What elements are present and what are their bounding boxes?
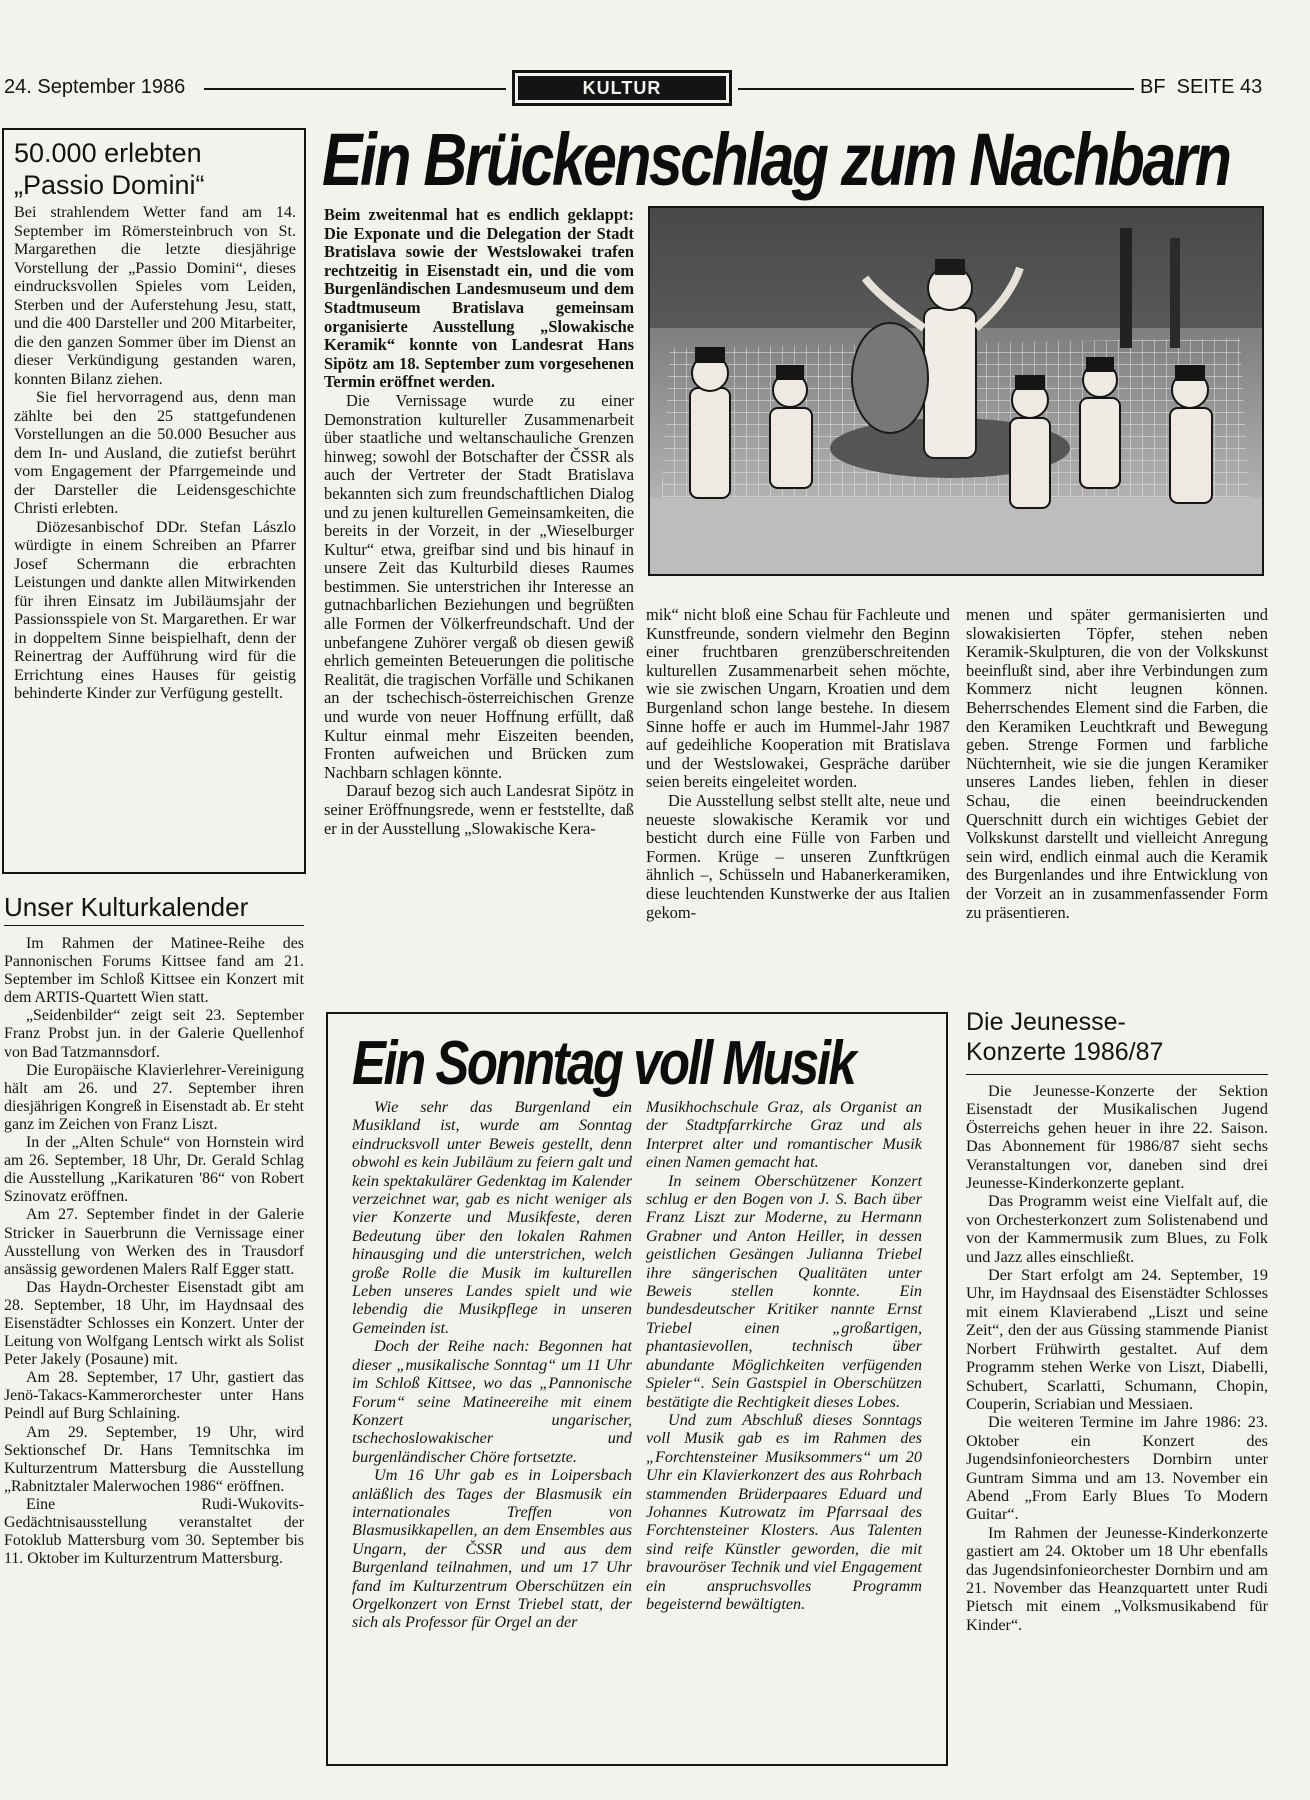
jeunesse-body bbox=[966, 1082, 1268, 1634]
sonntag-paragraph: Um 16 Uhr gab es in Loipersbach anläßlich des Tages der Blasmusik ein internationales Treffen von Blasmusikkapellen, an dem Ensembles aus Ungarn, der ČSSR und aus dem Burgenland teilnahmen, und um 17 Uhr fand im Kulturzentrum Oberschützen ein Orgelkonzert von Ernst Triebel statt, der sich als Professor für Orgel an der bbox=[352, 1466, 632, 1632]
passio-paragraph: Diözesanbischof DDr. Stefan Lászlo würdigte in einem Schreiben an Pfarrer Josef Schermann die erbrachten Leistungen und dankte allen Mitwirkenden für ihren Einsatz im Jubiläumsjahr der Passionsspiele von St. Margarethen. Er war in doppeltem Sinne beispielhaft, denn der Reinertrag der Aufführung wird für die Errichtung eines Hauses für geistig behinderte Kinder zur Verfügung gestellt. bbox=[14, 517, 296, 702]
bruecke-paragraph: mik“ nicht bloß eine Schau für Fachleute und Kunstfreunde, sondern vielmehr den Beginn einer fruchtbaren grenzüberschreitenden kulturellen Zusammenarbeit sehen möchte, wie sie zwischen Ungarn, Kroatien und dem Burgenland schon lange bestehe. In diesem Sinne hoffe er auch im Hummel-Jahr 1987 auf gedeihliche Kooperation mit Bratislava und der Westslowakei, Gespräche darüber seien bereits eingeleitet worden. bbox=[646, 605, 950, 792]
sonntag-column-2 bbox=[646, 1098, 922, 1613]
ceramic-figures-illustration bbox=[650, 208, 1262, 574]
jeunesse-title-rule bbox=[966, 1074, 1268, 1075]
header-rule-left bbox=[204, 88, 506, 90]
kalender-entry: Das Haydn-Orchester Eisenstadt gibt am 28. September, 18 Uhr, im Haydnsaal des Eisenstädter Schlosses ein Konzert. Unter der Leitung von Wolfgang Lentsch wirkt als Solist Peter Jakely (Posaune) mit. bbox=[4, 1278, 304, 1369]
passio-title-line-1: 50.000 erlebten bbox=[14, 138, 202, 168]
bruecke-column-2 bbox=[646, 606, 950, 922]
bruecke-headline: Ein Brückenschlag zum Nachbarn bbox=[322, 118, 1230, 201]
section-label-box bbox=[512, 70, 732, 106]
sonntag-paragraph: Und zum Abschluß dieses Sonntags voll Musik gab es im Rahmen des „Forchtensteiner Musiksommers“ um 20 Uhr ein Klavierkonzert des aus Rohrbach stammenden Brüderpaares Eduard und Johannes Kutrowatz im Pfarrsaal des Forchtensteiner Klosters. Aus Talenten sind reife Künstler geworden, die mit bravouröser Technik und viel Engagement ein anspruchsvolles Programm begeisternd bewältigten. bbox=[646, 1410, 922, 1613]
kalender-entry: Am 28. September, 17 Uhr, gastiert das Jenö-Takacs-Kammerorchester unter Hans Peindl auf Burg Schlaining. bbox=[4, 1369, 304, 1423]
kalender-body bbox=[4, 935, 304, 1568]
passio-body bbox=[14, 203, 296, 703]
passio-title-line-2: „Passio Domini“ bbox=[14, 169, 205, 200]
sonntag-headline: Ein Sonntag voll Musik bbox=[352, 1029, 855, 1098]
jeunesse-paragraph: Die Jeunesse-Konzerte der Sektion Eisenstadt der Musikalischen Jugend Österreichs gehen heuer in ihre 22. Saison. Das Abonnement für 1986/87 sieht sechs Veranstaltungen vor, daneben sind drei Jeunesse-Kinderkonzerte geplant. bbox=[966, 1082, 1268, 1193]
bruecke-column-1 bbox=[324, 206, 634, 838]
kalender-title: Unser Kulturkalender bbox=[4, 892, 249, 922]
kalender-entry: In der „Alten Schule“ von Hornstein wird am 26. September, 18 Uhr, Dr. Gerald Schlag die Ausstellung „Karikaturen '86“ von Robert Szinovatz eröffnen. bbox=[4, 1134, 304, 1206]
kalender-title-rule bbox=[4, 925, 304, 926]
sonntag-column-1 bbox=[352, 1098, 632, 1632]
header-rule-right bbox=[738, 88, 1134, 90]
ceramic-figures-photo bbox=[648, 206, 1264, 576]
kalender-entry: Am 27. September findet in der Galerie Stricker in Sauerbrunn die Vernissage einer Ausstellung von Werken des in Trausdorf ansässig gewordenen Malers Ralf Egger statt. bbox=[4, 1206, 304, 1278]
jeunesse-paragraph: Der Start erfolgt am 24. September, 19 Uhr, im Haydnsaal des Eisenstädter Schlosses mit einem Klavierabend „Liszt und seine Zeit“, den der aus Güssing stammende Pianist Norbert Frühwirth gestaltet. Auf dem Programm stehen Werke von Liszt, Diabelli, Schubert, Scarlatti, Schumann, Chopin, Couperin, Scriabian und Messiaen. bbox=[966, 1266, 1268, 1413]
bruecke-paragraph: Die Ausstellung selbst stellt alte, neue und neueste slowakische Keramik vor und besticht durch eine Fülle von Farben und Formen. Krüge – unseren Zunftkrügen ähnlich –, Schüsseln und Habanerkeramiken, diese leuchtenden Kunstwerke der aus Italien gekom- bbox=[646, 790, 950, 922]
sonntag-paragraph: Musikhochschule Graz, als Organist an der Stadtpfarrkirche Graz und als Interpret alter und romantischer Musik einen Namen gemacht hat. bbox=[646, 1098, 922, 1172]
jeunesse-paragraph: Im Rahmen der Jeunesse-Kinderkonzerte gastiert am 24. Oktober um 18 Uhr ebenfalls das Jugendsinfonieorchester Dornbirn und am 21. November das Heanzquartett unter Rudi Pietsch mit einem „Volksmusikabend für Kinder“. bbox=[966, 1523, 1268, 1634]
jeunesse-title bbox=[966, 1008, 1266, 1067]
kalender-entry: „Seidenbilder“ zeigt seit 23. September Franz Probst jun. in der Galerie Quellenhof von Bad Tatzmannsdorf. bbox=[4, 1007, 304, 1061]
kalender-entry: Die Europäische Klavierlehrer-Vereinigung hält am 26. und 27. September ihren diesjährigen Kongreß in Eisenstadt ab. Er steht ganz im Zeichen von Franz Liszt. bbox=[4, 1061, 304, 1133]
issue-date: 24. September 1986 bbox=[4, 76, 186, 98]
jeunesse-paragraph: Das Programm weist eine Vielfalt auf, die von Orchesterkonzert zum Solistenabend und von der Kammermusik zum Blues, zu Folk und Jazz alles einschließt. bbox=[966, 1192, 1268, 1266]
sonntag-paragraph: Wie sehr das Burgenland ein Musikland ist, wurde am Sonntag eindrucksvoll unter Beweis gestellt, denn obwohl es kein Jubiläum zu feiern galt und kein spektakulärer Gedenktag im Kalender verzeichnet war, gab es nicht weniger als vier Konzerte und Musikfeste, deren Bedeutung über den lokalen Rahmen hinausging und die unterstrichen, welch große Rolle die Musik im kulturellen Leben unseres Landes spielt und wie lebendig die Musikpflege in unseren Gemeinden ist. bbox=[352, 1098, 632, 1337]
jeunesse-paragraph: Die weiteren Termine im Jahre 1986: 23. Oktober ein Konzert des Jugendsinfonieorchesters Dornbirn unter Guntram Simma und am 13. November ein Abend „From Early Blues To Modern Guitar“. bbox=[966, 1413, 1268, 1524]
bruecke-paragraph: menen und später germanisierten und slowakisierten Töpfer, stehen neben Keramik-Skulpturen, die von der Volkskunst beeinflußt sind, aber ihre Verbindungen zum Kommerz nicht leugnen können. Beherrschendes Element sind die Farben, die den Keramiken Leuchtkraft und Bewegung geben. Strenge Formen und farbliche Nüchternheit, wie sie die jungen Keramiker unseres Landes lieben, fehlen in dieser Schau, die einen beeindruckenden Querschnitt durch ein wichtiges Gebiet der Volkskunst darstellt und vielleicht Anregung sein wird, endlich einmal auch die Keramik des Burgenlandes und ihre Entwicklung von der Vorzeit an in zusammenfassender Form zu präsentieren. bbox=[966, 605, 1268, 922]
kalender-entry: Eine Rudi-Wukovits-Gedächtnisausstellung veranstaltet der Fotoklub Mattersburg vom 30. September bis 11. Oktober im Kulturzentrum Mattersburg. bbox=[4, 1495, 304, 1568]
bruecke-lead: Beim zweitenmal hat es endlich geklappt: Die Exponate und die Delegation der Stadt Bratislava sowie der Westslowakei trafen rechtzeitig in Eisenstadt ein, und die vom Burgenländischen Landesmuseum und dem Stadtmuseum Bratislava gemeinsam organisierte Ausstellung „Slowakische Keramik“ konnte von Landesrat Hans Sipötz am 18. September zum vorgesehenen Termin eröffnet werden. bbox=[324, 205, 634, 392]
passio-paragraph: Sie fiel hervorragend aus, denn man zählte bei den 25 stattgefundenen Vorstellungen an die 50.000 Besucher aus dem In- und Ausland, die zutiefst berührt vom Engagement der Pfarrgemeinde und der Darsteller die Leidensgeschichte Christi erlebten. bbox=[14, 388, 296, 517]
bruecke-column-3 bbox=[966, 606, 1268, 922]
bruecke-paragraph: Die Vernissage wurde zu einer Demonstration kultureller Zusammenarbeit über staatliche und weltanschauliche Grenzen hinweg; sowohl der Botschafter der ČSSR als auch der Vertreter der Stadt Bratislava bekannten sich zum freundschaftlichen Dialog und zu jenen kulturellen Gemeinsamkeiten, die bereits in der Vorzeit, in der „Wieselburger Kultur“ etwa, greifbar sind und bis hinauf in unsere Zeit das Kulturbild dieses Raumes bestimmen. Sie unterstrichen ihr Interesse an gutnachbarlichen Beziehungen und begrüßten alle Formen der Völkerfreundschaft. Und der unbefangene Zuhörer vergaß ob diesen gewiß ehrlich gemeinten Beteuerungen die politische Realität, die tragischen Vorfälle und Schikanen an der tschechisch-österreichischen Grenze und wurde von neuer Hoffnung erfüllt, daß Kultur einmal mehr Eiszeiten beenden, Fronten aufweichen und Brücken zum Nachbarn schlagen könnte. bbox=[324, 390, 634, 782]
kalender-entry: Am 29. September, 19 Uhr, wird Sektionschef Dr. Hans Temnitschka im Kulturzentrum Mattersburg die Ausstellung „Rabnitztaler Malerwochen 1986“ eröffnen. bbox=[4, 1423, 304, 1495]
passio-title bbox=[14, 138, 304, 202]
sonntag-paragraph: In seinem Oberschützener Konzert schlug er den Bogen von J. S. Bach über Franz Liszt zur Moderne, zu Hermann Grabner und Anton Heiller, in dessen geistlichen Gesängen Julianna Triebel ihre sängerischen Qualitäten unter Beweis stellen konnte. Ein bundesdeutscher Kritiker nannte Ernst Triebel einen „großartigen, phantasievollen, technisch über abundante Möglichkeiten verfügenden Spieler“. Sein Gastspiel in Oberschützen bestätigte die Rechtigkeit dieses Lobes. bbox=[646, 1171, 922, 1411]
page-number: BF SEITE 43 bbox=[1140, 76, 1263, 98]
kalender-entry: Im Rahmen der Matinee-Reihe des Pannonischen Forums Kittsee fand am 21. September im Schloß Kittsee ein Konzert mit dem ARTIS-Quartett Wien statt. bbox=[4, 935, 304, 1007]
jeunesse-title-line-2: Konzerte 1986/87 bbox=[966, 1037, 1164, 1066]
passio-paragraph: Bei strahlendem Wetter fand am 14. September im Römersteinbruch von St. Margarethen die letzte diesjährige Vorstellung der „Passio Domini“, dieses eindrucksvollen Spieles vom Leiden, Sterben und der Auferstehung Jesu, statt, und die 400 Darsteller und 200 Mitarbeiter, die den ganzen Sommer über im Dienst an dieser Verkündigung gestanden waren, konnten Bilanz ziehen. bbox=[14, 203, 296, 388]
jeunesse-title-line-1: Die Jeunesse- bbox=[966, 1008, 1126, 1036]
bruecke-paragraph: Darauf bezog sich auch Landesrat Sipötz in seiner Eröffnungsrede, wenn er feststellte, daß er in der Ausstellung „Slowakische Kera- bbox=[324, 781, 634, 838]
sonntag-paragraph: Doch der Reihe nach: Begonnen hat dieser „musikalische Sonntag“ um 11 Uhr im Schloß Kittsee, wo das „Pannonische Forum“ seine Matineereihe mit einem Konzert ungarischer, tschechoslowakischer und burgenländischer Chöre fortsetzte. bbox=[352, 1337, 632, 1466]
section-label: KULTUR bbox=[518, 76, 726, 100]
